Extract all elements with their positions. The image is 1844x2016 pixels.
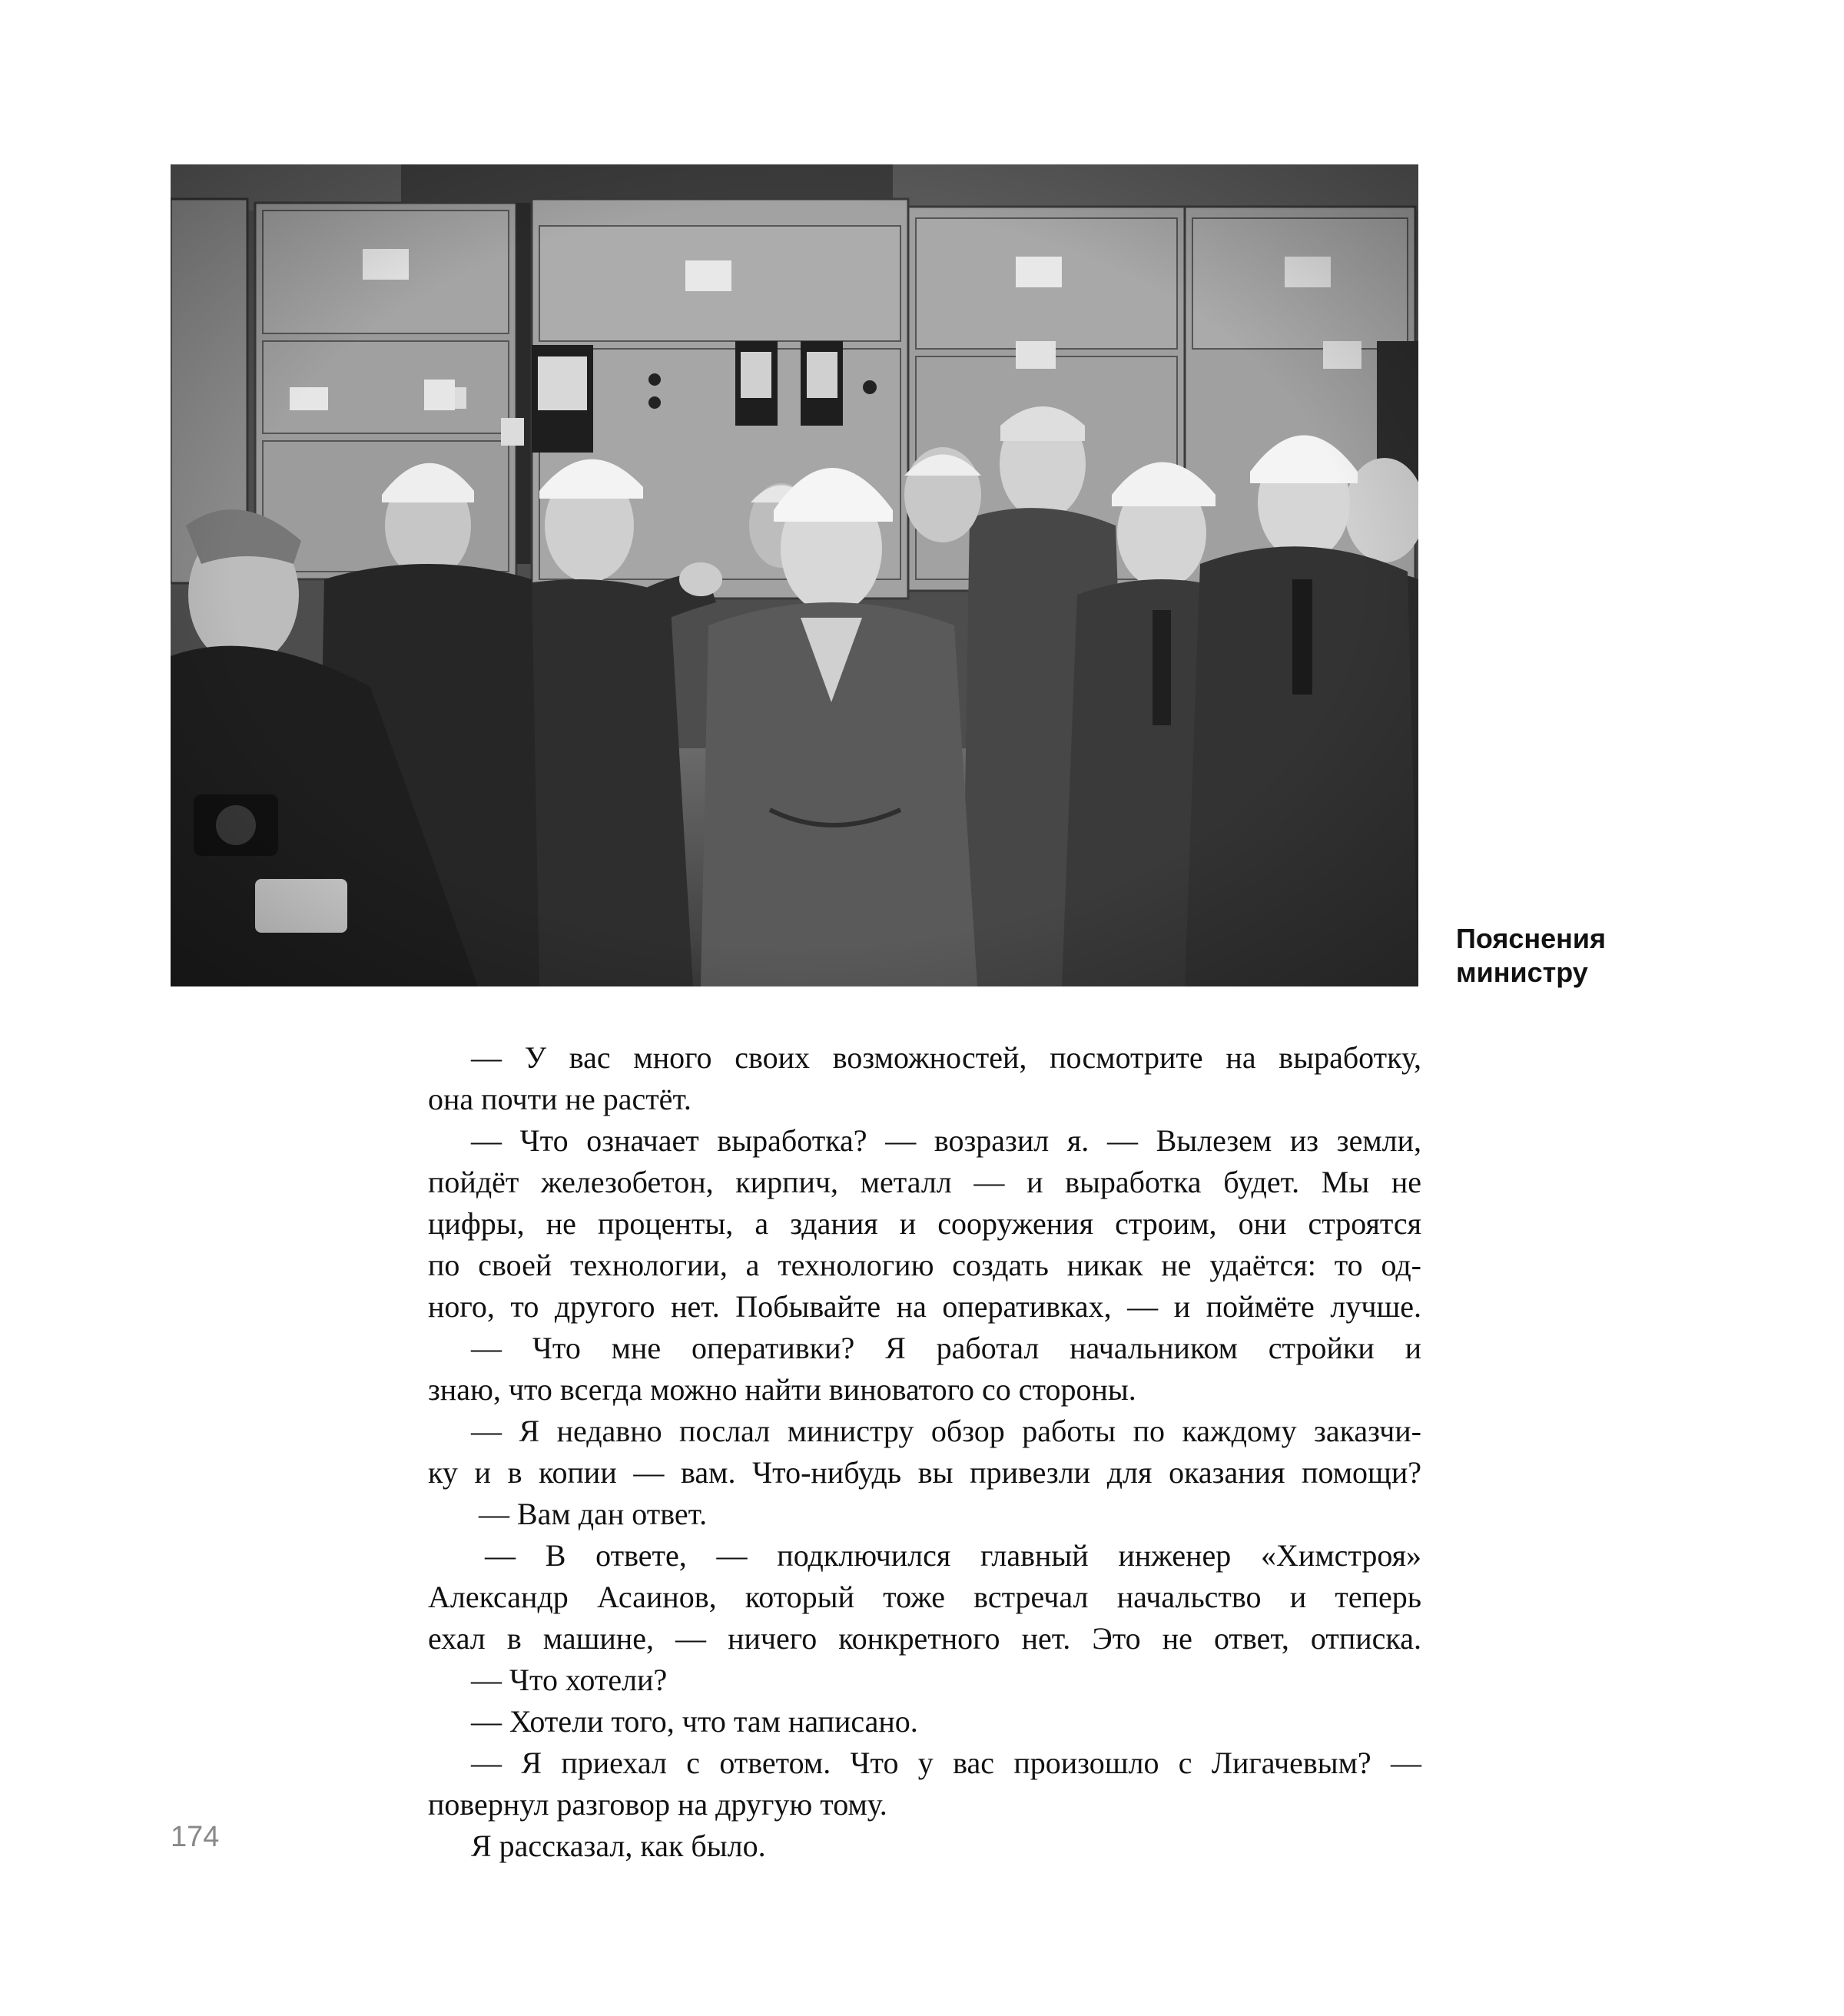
text-line: — Хотели того, что там написано. — [471, 1704, 918, 1739]
text-line: по своей технологии, а технологию создать никак не удаётся: то од- — [428, 1248, 1421, 1282]
page-number: 174 — [171, 1821, 220, 1853]
photo-caption — [1456, 922, 1794, 990]
text-line: ку и в копии — вам. Что-нибудь вы привезли для оказания помощи? — [428, 1455, 1421, 1490]
text-line: Александр Асаинов, который тоже встречал начальство и теперь — [428, 1580, 1421, 1614]
photo — [171, 164, 1418, 986]
body-text — [428, 1037, 1421, 1867]
text-line: ного, то другого нет. Побывайте на оперативках, — и поймёте лучше. — [428, 1289, 1421, 1324]
text-line: она почти не растёт. — [428, 1082, 692, 1116]
text-line: — Я приехал с ответом. Что у вас произошло с Лигачевым? — — [471, 1746, 1421, 1780]
caption-line: Пояснения — [1456, 923, 1607, 954]
text-line: — Вам дан ответ. — [479, 1497, 708, 1531]
text-line: — Что означает выработка? — возразил я. — Вылезем из земли, — [471, 1123, 1421, 1158]
text-line: знаю, что всегда можно найти виноватого со стороны. — [428, 1372, 1136, 1407]
text-line: — Я недавно послал министру обзор работы по каждому заказчи- — [471, 1414, 1421, 1448]
text-line: — У вас много своих возможностей, посмотрите на выработку, — [471, 1040, 1421, 1075]
text-line: повернул разговор на другую тому. — [428, 1787, 887, 1822]
text-line: цифры, не проценты, а здания и сооружения строим, они строятся — [428, 1206, 1421, 1241]
text-line: — Что мне оперативки? Я работал начальником стройки и — [471, 1331, 1421, 1365]
text-line: ехал в машине, — ничего конкретного нет. Это не ответ, отписка. — [428, 1621, 1421, 1656]
text-line: Я рассказал, как было. — [471, 1829, 766, 1863]
photo-illustration — [171, 164, 1418, 986]
text-line: — Что хотели? — [471, 1663, 668, 1697]
caption-line: министру — [1456, 957, 1588, 988]
text-line: — В ответе, — подключился главный инженер «Химстроя» — [485, 1538, 1421, 1573]
text-line: пойдёт железобетон, кирпич, металл — и выработка будет. Мы не — [428, 1165, 1421, 1199]
